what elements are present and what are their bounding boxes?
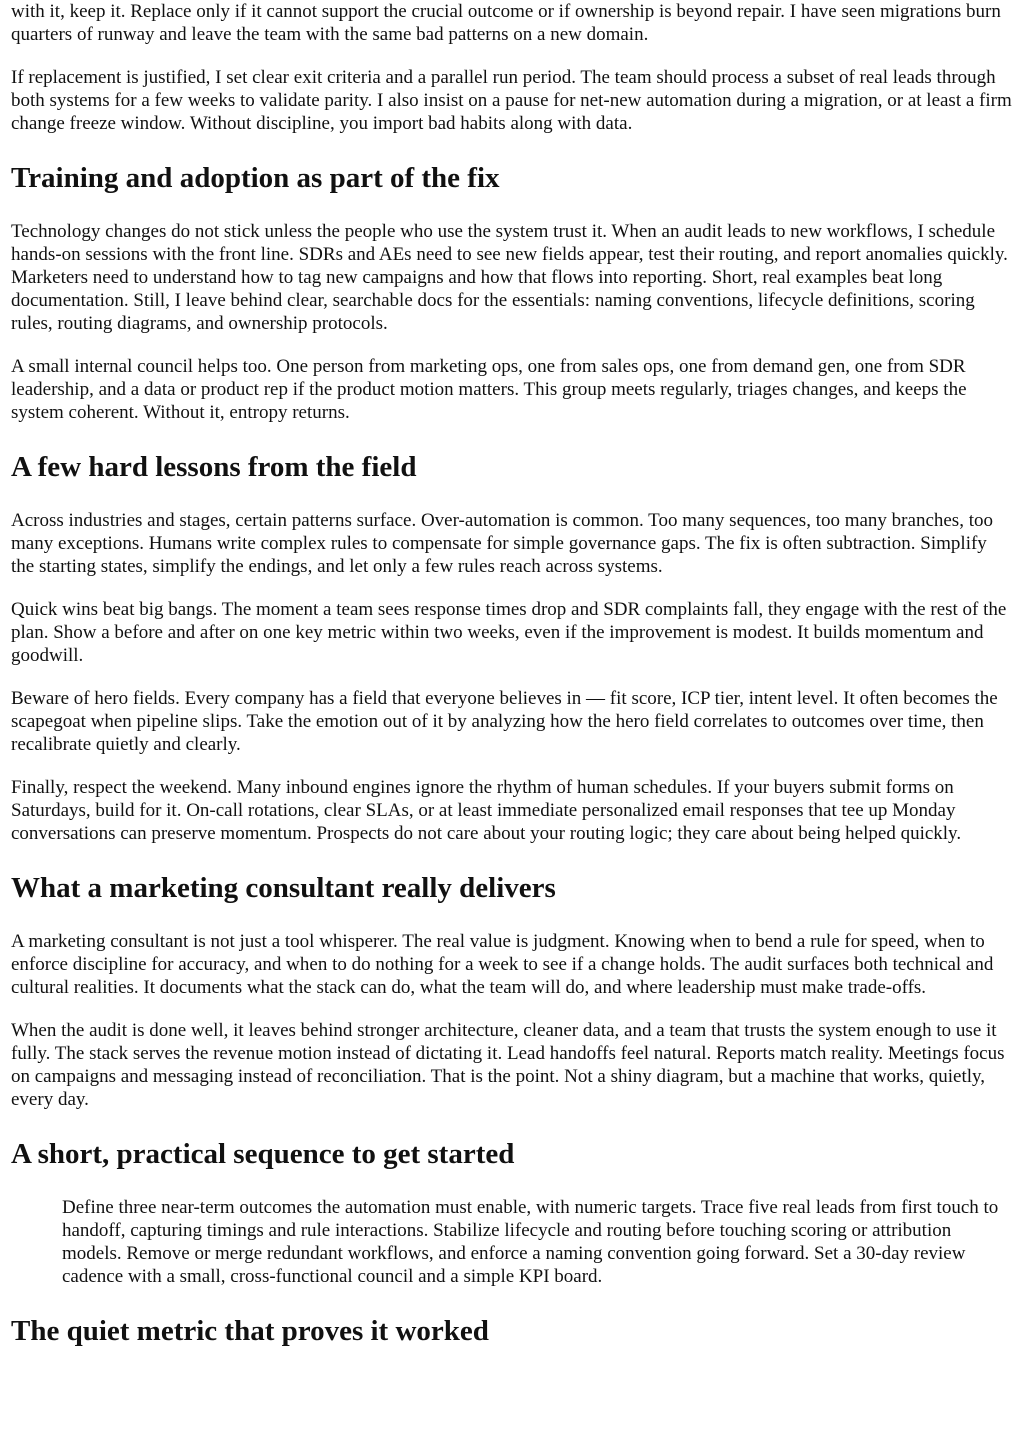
section-heading-sequence: A short, practical sequence to get started <box>11 1138 515 1170</box>
paragraph: Technology changes do not stick unless the people who use the system trust it. When an audit leads to new workflows, I schedule hands-on sessions with the front line. SDRs and AEs need to see new fields appear, test their routing, and report anomalies quickly. Marketers need to understand how to tag new campaigns and how that flows into reporting. Short, real examples beat long documentation. Still, I leave behind clear, searchable docs for the essentials: naming conventions, lifecycle definitions, scoring rules, routing diagrams, and ownership protocols. <box>11 221 1008 334</box>
paragraph: A small internal council helps too. One person from marketing ops, one from sales ops, one from demand gen, one from SDR leadership, and a data or product rep if the product motion matters. This group meets regularly, triages changes, and keeps the system coherent. Without it, entropy returns. <box>11 356 967 423</box>
paragraph: Across industries and stages, certain patterns surface. Over-automation is common. Too many sequences, too many branches, too many exceptions. Humans write complex rules to compensate for simple governance gaps. The fix is often subtraction. Simplify the starting states, simplify the endings, and let only a few rules reach across systems. <box>11 510 993 577</box>
paragraph: When the audit is done well, it leaves behind stronger architecture, cleaner data, and a team that trusts the system enough to use it fully. The stack serves the revenue motion instead of dictating it. Lead handoffs feel natural. Reports match reality. Meetings focus on campaigns and messaging instead of reconciliation. That is the point. Not a shiny diagram, but a machine that works, quietly, every day. <box>11 1020 1005 1110</box>
paragraph: Finally, respect the weekend. Many inbound engines ignore the rhythm of human schedules. If your buyers submit forms on Saturdays, build for it. On-call rotations, clear SLAs, or at least immediate personalized email responses that tee up Monday conversations can preserve momentum. Prospects do not care about your routing logic; they care about being helped quickly. <box>11 777 962 844</box>
indented-sequence: Define three near-term outcomes the automation must enable, with numeric targets. Trace five real leads from first touch to handoff, capturing timings and rule interactions. Stabilize lifecycle and routing before touching scoring or attribution models. Remove or merge redundant workflows, and enforce a naming convention going forward. Set a 30-day review cadence with a small, cross-functional council and a simple KPI board. <box>62 1197 999 1287</box>
paragraph: If replacement is justified, I set clear exit criteria and a parallel run period. The team should process a subset of real leads through both systems for a few weeks to validate parity. I also insist on a pause for net-new automation during a migration, or at least a firm change freeze window. Without discipline, you import bad habits along with data. <box>11 67 1012 134</box>
section-heading-consultant: What a marketing consultant really delivers <box>11 872 556 904</box>
section-heading-lessons: A few hard lessons from the field <box>11 451 417 483</box>
paragraph: Beware of hero fields. Every company has a field that everyone believes in — fit score, ICP tier, intent level. It often becomes the scapegoat when pipeline slips. Take the emotion out of it by analyzing how the hero field correlates to outcomes over time, then recalibrate quietly and clearly. <box>11 688 998 755</box>
paragraph: with it, keep it. Replace only if it cannot support the crucial outcome or if ownership is beyond repair. I have seen migrations burn quarters of runway and leave the team with the same bad patterns on a new domain. <box>11 1 1001 45</box>
paragraph: A marketing consultant is not just a tool whisperer. The real value is judgment. Knowing when to bend a rule for speed, when to enforce discipline for accuracy, and when to do nothing for a week to see if a change holds. The audit surfaces both technical and cultural realities. It documents what the stack can do, what the team will do, and where leadership must make trade-offs. <box>11 931 994 998</box>
paragraph: Quick wins beat big bangs. The moment a team sees response times drop and SDR complaints fall, they engage with the rest of the plan. Show a before and after on one key metric within two weeks, even if the improvement is modest. It builds momentum and goodwill. <box>11 599 1007 666</box>
section-heading-training: Training and adoption as part of the fix <box>11 162 500 194</box>
section-heading-quiet-metric: The quiet metric that proves it worked <box>11 1315 489 1347</box>
